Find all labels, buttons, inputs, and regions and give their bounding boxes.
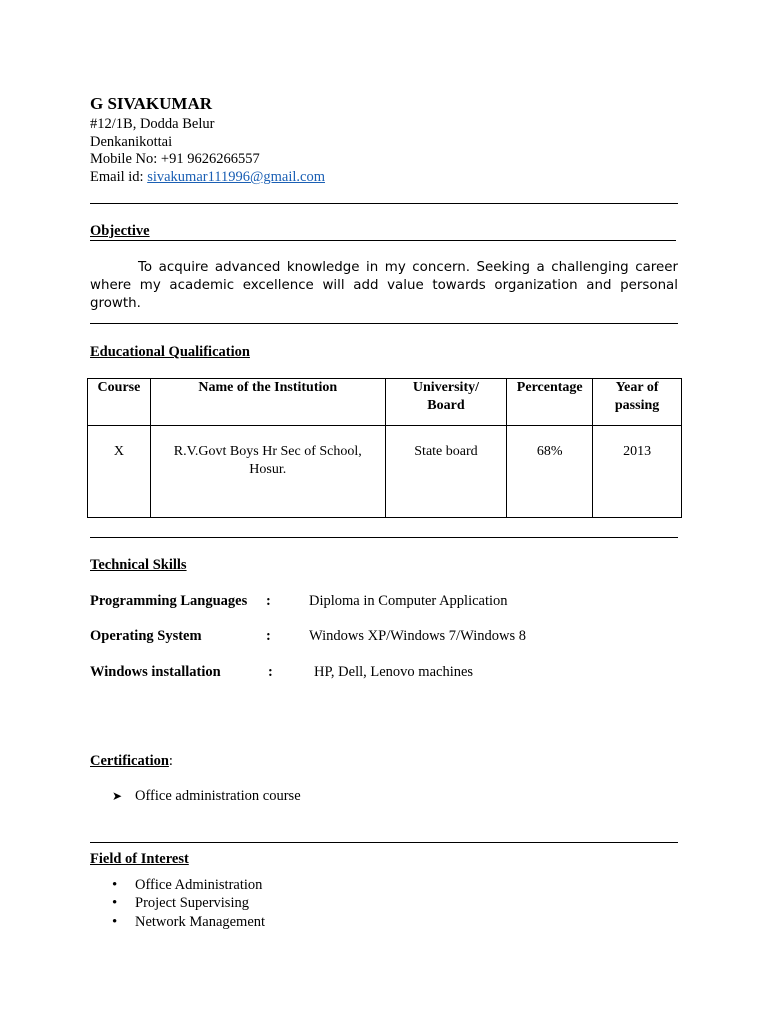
cell-institution: R.V.Govt Boys Hr Sec of School, Hosur. xyxy=(150,426,385,518)
candidate-name: G SIVAKUMAR xyxy=(90,94,213,113)
objective-text: To acquire advanced knowledge in my concern. Seeking a challenging career where my academic excellence will add value towards organization and personal growth. xyxy=(90,260,678,311)
list-item xyxy=(112,788,301,805)
skill-value: HP, Dell, Lenovo machines xyxy=(314,664,474,680)
interest-heading: Field of Interest xyxy=(90,851,189,867)
skill-separator: : xyxy=(268,664,273,680)
education-heading: Educational Qualification xyxy=(90,344,250,360)
mobile-number: Mobile No: +91 9626266557 xyxy=(90,151,260,167)
certification-heading-line xyxy=(90,753,173,770)
divider xyxy=(90,203,678,204)
table-row xyxy=(88,426,682,518)
column-header-institution: Name of the Institution xyxy=(150,379,385,426)
cell-percentage: 68% xyxy=(507,426,593,518)
cell-board: State board xyxy=(385,426,507,518)
skill-label: Windows installation xyxy=(90,664,221,680)
skill-value: Windows XP/Windows 7/Windows 8 xyxy=(309,628,526,644)
skill-separator: : xyxy=(266,628,271,644)
technical-skills-heading: Technical Skills xyxy=(90,557,187,573)
divider xyxy=(90,537,678,538)
interest-list xyxy=(90,876,265,931)
address-line-1: #12/1B, Dodda Belur xyxy=(90,116,215,132)
column-header-percentage: Percentage xyxy=(507,379,593,426)
arrow-bullet-icon: ➤ xyxy=(112,789,123,803)
certification-heading-colon: : xyxy=(168,753,173,769)
email-line xyxy=(90,168,325,186)
email-label: Email id: xyxy=(90,169,148,185)
address-line-2: Denkanikottai xyxy=(90,134,173,150)
education-table xyxy=(87,378,682,518)
certification-heading: Certification xyxy=(90,753,169,769)
column-header-year: Year of passing xyxy=(593,379,682,426)
skill-label: Operating System xyxy=(90,628,202,644)
divider xyxy=(90,323,678,324)
column-header-board: University/ Board xyxy=(385,379,507,426)
cell-year: 2013 xyxy=(593,426,682,518)
table-header-row xyxy=(88,379,682,426)
skill-separator: : xyxy=(266,593,271,609)
divider xyxy=(90,842,678,843)
email-link[interactable]: sivakumar111996@gmail.com xyxy=(147,169,325,185)
objective-heading: Objective xyxy=(90,223,676,241)
column-header-course: Course xyxy=(88,379,151,426)
certification-item: Office administration course xyxy=(135,788,301,804)
list-item: • Project Supervising xyxy=(90,894,265,912)
cell-course: X xyxy=(88,426,151,518)
skill-value: Diploma in Computer Application xyxy=(309,593,508,609)
skill-label: Programming Languages xyxy=(90,593,248,609)
list-item: • Office Administration xyxy=(90,876,265,894)
list-item: • Network Management xyxy=(90,913,265,931)
